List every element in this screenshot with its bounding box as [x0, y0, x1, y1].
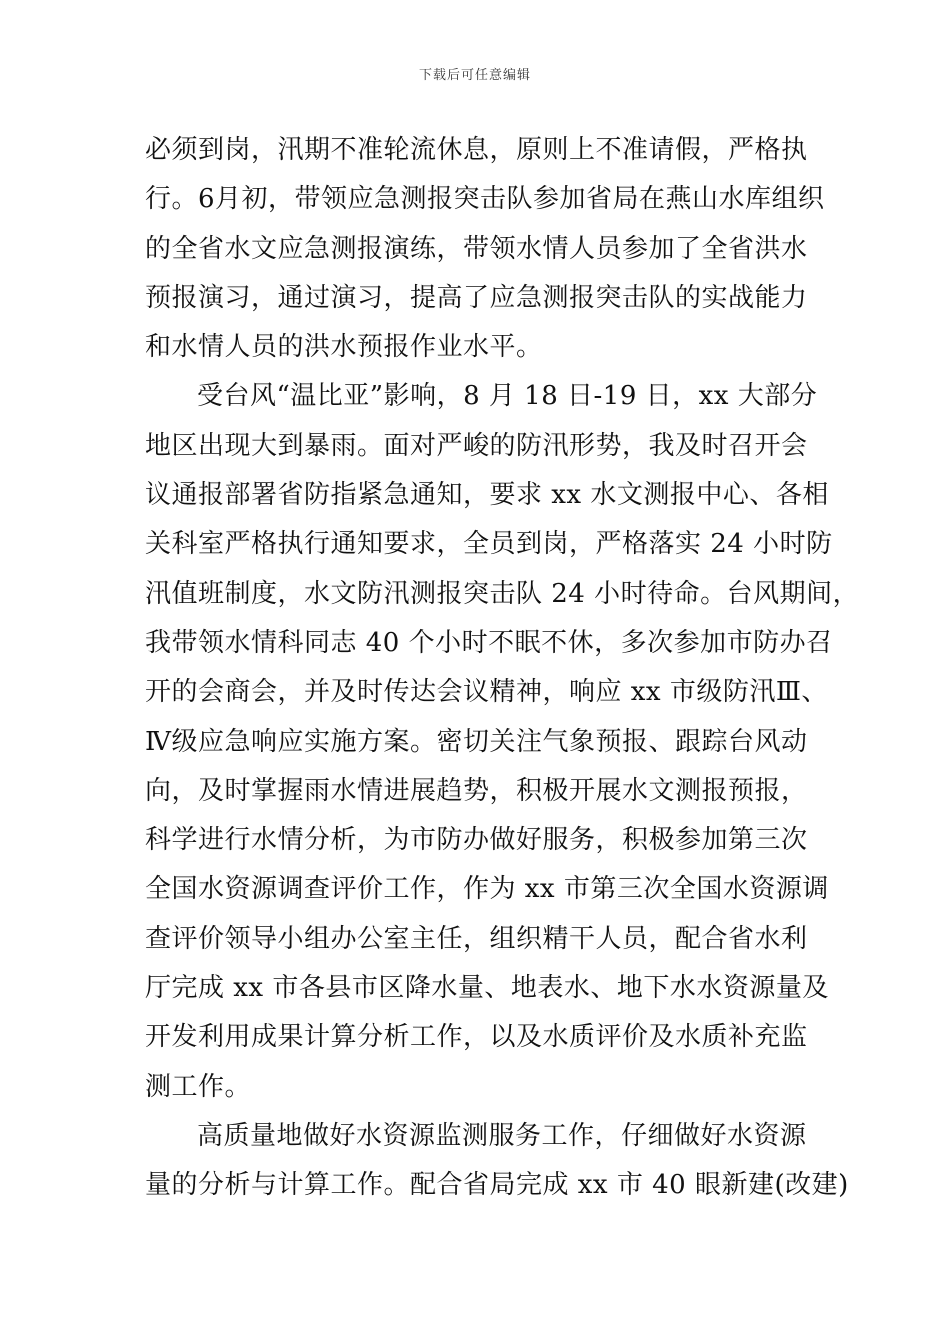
text-line: 测工作。	[145, 1071, 252, 1102]
text-line: 必须到岗，汛期不准轮流休息，原则上不准请假，严格执	[145, 135, 808, 165]
text-line: 全国水资源调查评价工作，作为 xx 市第三次全国水资源调	[145, 874, 829, 905]
text-line: 开发利用成果计算分析工作，以及水质评价及水质补充监	[145, 1022, 808, 1053]
text-line: 量的分析与计算工作。配合省局完成 xx 市 40 眼新建(改建)	[145, 1170, 849, 1201]
text-line: 开的会商会，并及时传达会议精神，响应 xx 市级防汛Ⅲ、	[145, 677, 828, 708]
document-body	[145, 126, 860, 1211]
page-header: 下载后可任意编辑	[418, 68, 531, 83]
paragraph-3	[145, 1112, 849, 1211]
text-line: 向，及时掌握雨水情进展趋势，积极开展水文测报预报，	[145, 775, 808, 806]
text-line: 高质量地做好水资源监测服务工作，仔细做好水资源	[197, 1120, 807, 1151]
text-line: 我带领水情科同志 40 个小时不眠不休，多次参加市防办召	[145, 627, 833, 658]
text-line: 议通报部署省防指紧急通知，要求 xx 水文测报中心、各相	[145, 480, 829, 511]
text-line: 预报演习，通过演习，提高了应急测报突击队的实战能力	[145, 282, 808, 313]
paragraph-1	[145, 126, 825, 372]
text-line: 的全省水文应急测报演练，带领水情人员参加了全省洪水	[145, 233, 808, 264]
text-line: 科学进行水情分析，为市防办做好服务，积极参加第三次	[145, 825, 808, 856]
text-line: 厅完成 xx 市各县市区降水量、地表水、地下水水资源量及	[145, 973, 829, 1004]
text-line: 关科室严格执行通知要求，全员到岗，严格落实 24 小时防	[145, 529, 833, 560]
text-line: Ⅳ级应急响应实施方案。密切关注气象预报、跟踪台风动	[145, 726, 808, 757]
text-line: 受台风“温比亚”影响，8 月 18 日-19 日，xx 大部分	[197, 381, 818, 412]
text-line: 汛值班制度，水文防汛测报突击队 24 小时待命。台风期间，	[145, 578, 860, 609]
paragraph-2	[145, 372, 860, 1111]
text-line: 和水情人员的洪水预报作业水平。	[145, 332, 543, 363]
text-line: 查评价领导小组办公室主任，组织精干人员，配合省水利	[145, 923, 808, 954]
text-line: 地区出现大到暴雨。面对严峻的防汛形势，我及时召开会	[145, 430, 808, 461]
text-line: 行。6月初，带领应急测报突击队参加省局在燕山水库组织	[145, 184, 825, 215]
